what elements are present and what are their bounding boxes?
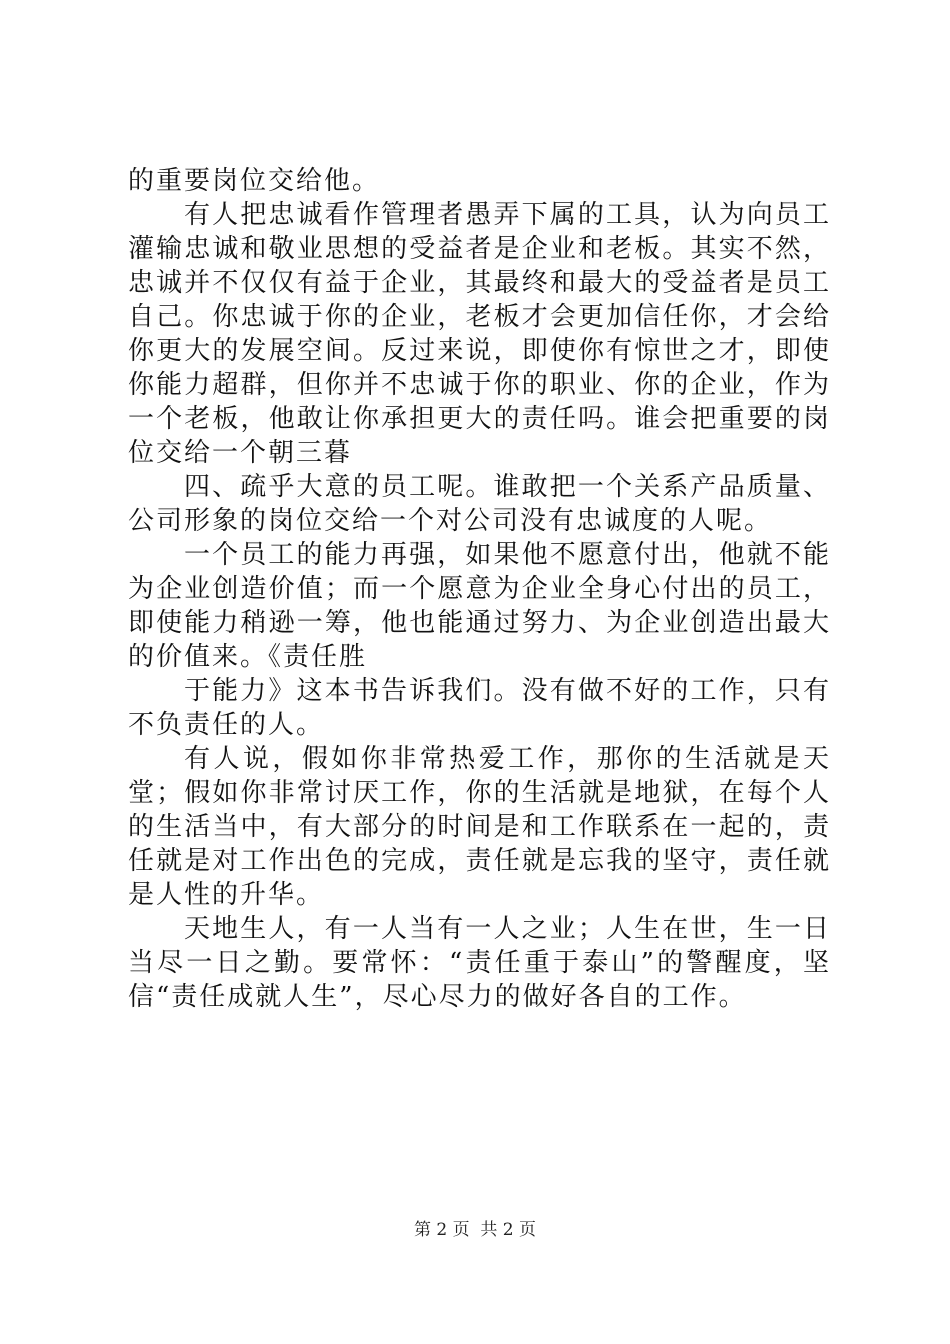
document-body (128, 164, 831, 1014)
paragraph-4: 一个员工的能力再强，如果他不愿意付出，他就不能为企业创造价值；而一个愿意为企业全身心付出的员工，即使能力稍逊一筹，他也能通过努力、为企业创造出最大的价值来。《责任胜 (128, 540, 831, 672)
paragraph-3: 四、疏乎大意的员工呢。谁敢把一个关系产品质量、公司形象的岗位交给一个对公司没有忠诚度的人呢。 (128, 472, 831, 536)
page-number: 第 2 页 共 2 页 (413, 1220, 537, 1240)
paragraph-5: 于能力》这本书告诉我们。没有做不好的工作，只有不负责任的人。 (128, 676, 831, 740)
paragraph-2: 有人把忠诚看作管理者愚弄下属的工具，认为向员工灌输忠诚和敬业思想的受益者是企业和老板。其实不然，忠诚并不仅仅有益于企业，其最终和最大的受益者是员工自己。你忠诚于你的企业，老板才会更加信任你，才会给你更大的发展空间。反过来说，即使你有惊世之才，即使你能力超群，但你并不忠诚于你的职业、你的企业，作为一个老板，他敢让你承担更大的责任吗。谁会把重要的岗位交给一个朝三暮 (128, 200, 831, 468)
page-footer (0, 1215, 950, 1240)
paragraph-7: 天地生人，有一人当有一人之业；人生在世，生一日当尽一日之勤。要常怀：“责任重于泰山”的警醒度，坚信“责任成就人生”，尽心尽力的做好各自的工作。 (128, 914, 831, 1012)
paragraph-1: 的重要岗位交给他。 (128, 166, 381, 196)
paragraph-6: 有人说，假如你非常热爱工作，那你的生活就是天堂；假如你非常讨厌工作，你的生活就是地狱，在每个人的生活当中，有大部分的时间是和工作联系在一起的，责任就是对工作出色的完成，责任就是忘我的坚守，责任就是人性的升华。 (128, 744, 831, 910)
